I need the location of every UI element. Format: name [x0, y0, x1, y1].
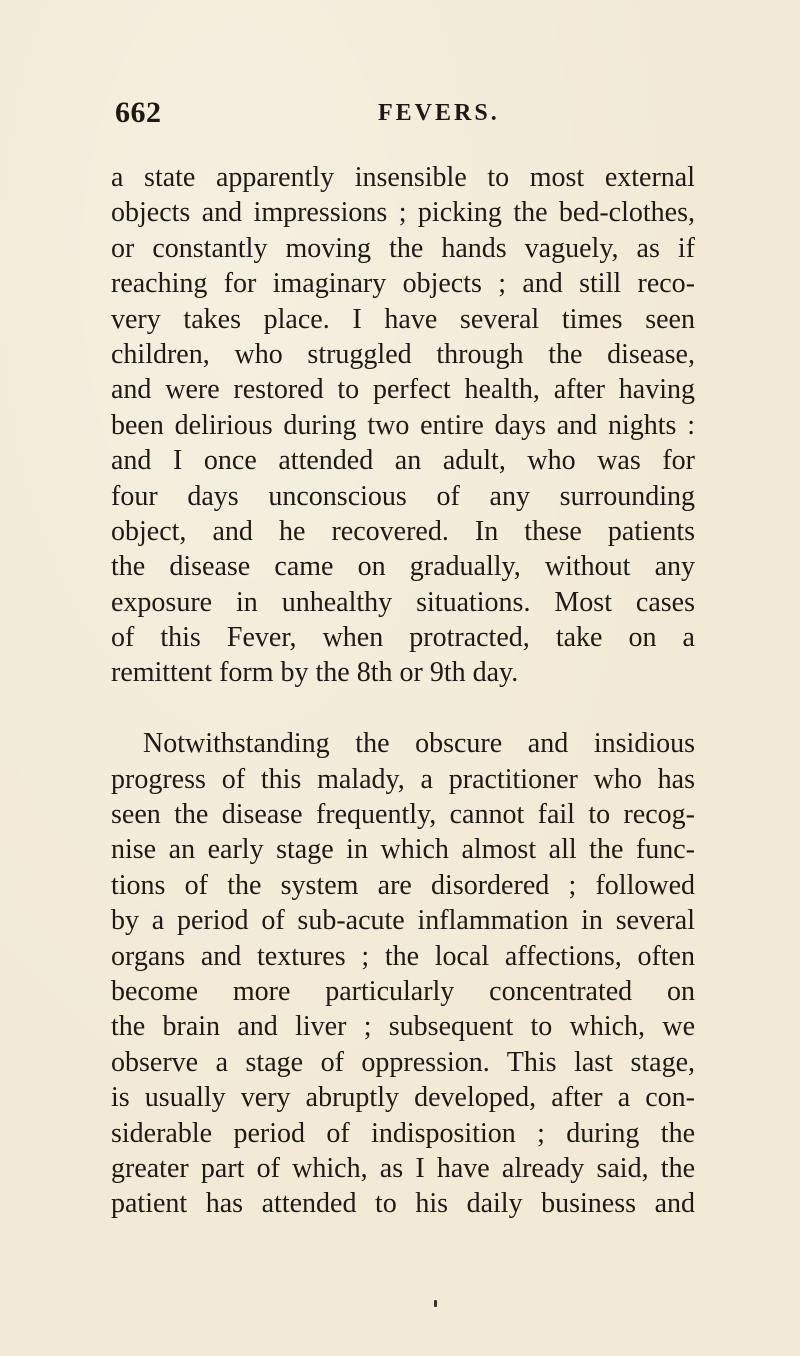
paragraph-gap — [111, 691, 695, 726]
text-line: and I once attended an adult, who was for — [111, 445, 695, 477]
page-number: 662 — [115, 96, 162, 129]
text-line: of this Fever, when protracted, take on a — [111, 622, 695, 654]
text-line: four days unconscious of any surrounding — [111, 480, 695, 512]
page-header — [115, 96, 715, 136]
text-line: Notwithstanding the obscure and insidious — [143, 728, 695, 760]
text-line: been delirious during two entire days and nights : — [111, 409, 695, 441]
text-line: remittent form by the 8th or 9th day. — [111, 657, 519, 689]
body-text — [111, 160, 695, 1222]
text-line: exposure in unhealthy situations. Most cases — [111, 586, 695, 618]
text-line: object, and he recovered. In these patients — [111, 515, 695, 547]
ink-speck — [434, 1300, 437, 1307]
text-line: the brain and liver ; subsequent to which, we — [111, 1011, 695, 1043]
text-line: tions of the system are disordered ; followed — [111, 869, 695, 901]
text-line: patient has attended to his daily business and — [111, 1188, 695, 1220]
text-line: a state apparently insensible to most external — [111, 162, 695, 193]
text-line: and were restored to perfect health, after having — [111, 374, 695, 406]
text-line: seen the disease frequently, cannot fail to recog- — [111, 799, 695, 831]
text-line: is usually very abruptly developed, after a con- — [111, 1082, 695, 1114]
paragraph-2 — [111, 726, 695, 1221]
text-line: siderable period of indisposition ; during the — [111, 1117, 695, 1149]
text-line: by a period of sub-acute inflammation in several — [111, 905, 695, 937]
text-line: children, who struggled through the disease, — [111, 338, 695, 370]
text-line: reaching for imaginary objects ; and still reco- — [111, 268, 695, 300]
text-line: the disease came on gradually, without any — [111, 551, 695, 583]
text-line: objects and impressions ; picking the bed-clothes, — [111, 197, 695, 229]
text-line: become more particularly concentrated on — [111, 975, 695, 1007]
text-line: very takes place. I have several times seen — [111, 303, 695, 335]
text-line: nise an early stage in which almost all the func- — [111, 834, 695, 866]
text-line: observe a stage of oppression. This last stage, — [111, 1046, 695, 1078]
text-line: progress of this malady, a practitioner who has — [111, 763, 695, 795]
text-line: greater part of which, as I have already said, the — [111, 1152, 695, 1184]
text-line: organs and textures ; the local affections, often — [111, 940, 695, 972]
paragraph-1 — [111, 160, 695, 691]
text-line: or constantly moving the hands vaguely, as if — [111, 232, 695, 264]
running-head: FEVERS. — [378, 100, 500, 126]
